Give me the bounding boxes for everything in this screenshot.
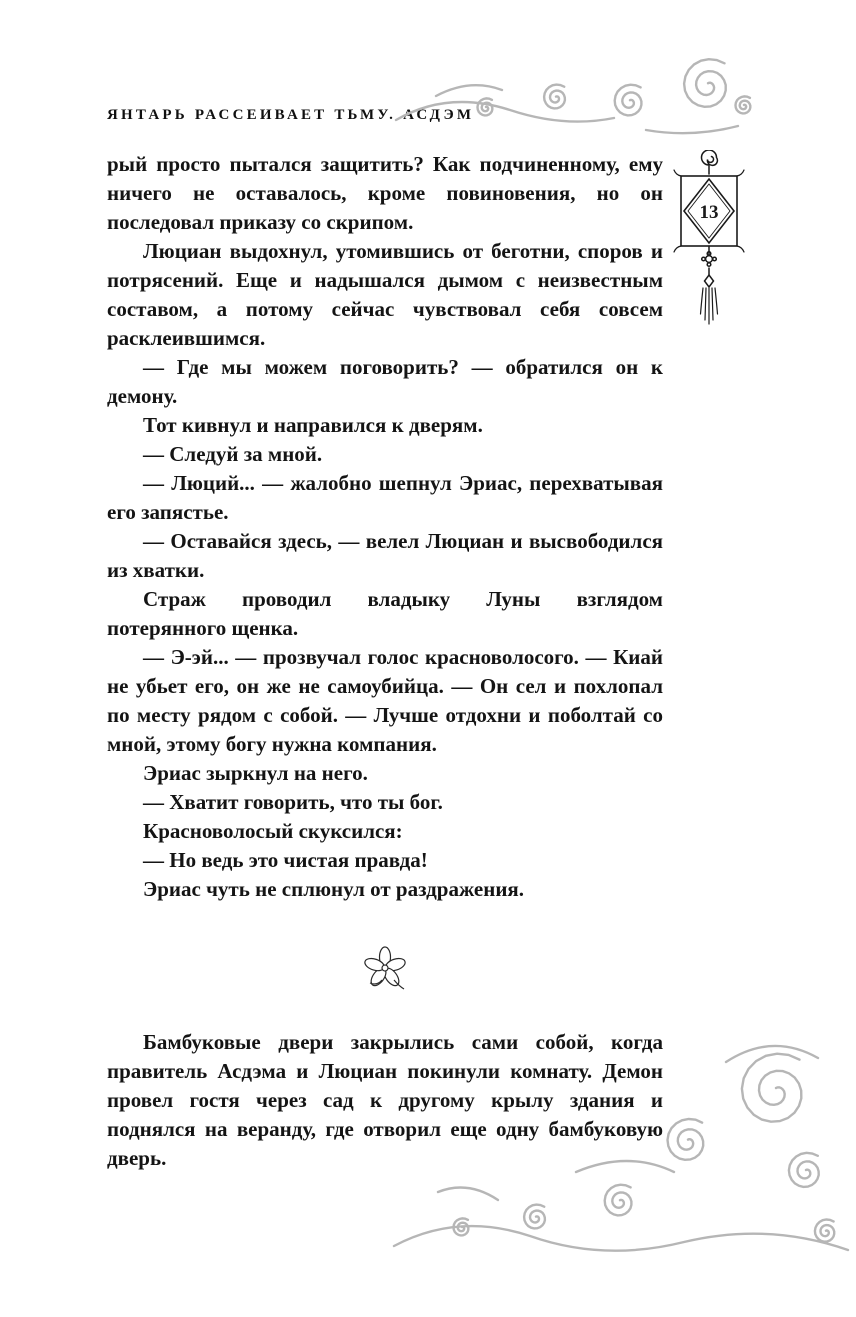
page-number-ornament	[668, 150, 750, 348]
paragraph: — Следуй за мной.	[143, 442, 323, 466]
ornament-top-curl-icon	[702, 150, 718, 165]
cloud-flourish-top-icon	[378, 46, 770, 138]
paragraph: — Но ведь это чистая правда!	[143, 848, 428, 872]
paragraph: Тот кивнул и направился к дверям.	[143, 413, 483, 437]
paragraph: — Оставайся здесь, — велел Люциан и высвободился из хватки.	[107, 529, 663, 582]
flower-divider-icon	[356, 946, 414, 994]
paragraph: рый просто пытался защитить? Как подчиненному, ему ничего не оставалось, кроме повиновения, но он последовал приказу со скрипом.	[107, 152, 663, 234]
text-section-1	[107, 150, 663, 904]
paragraph: Люциан выдохнул, утомившись от беготни, споров и потрясений. Еще и надышался дымом с неизвестным составом, а потому сейчас чувствовал себя совсем расклеившимся.	[107, 239, 663, 350]
paragraph: Эриас зыркнул на него.	[143, 761, 368, 785]
paragraph: Эриас чуть не сплюнул от раздражения.	[143, 877, 525, 901]
paragraph: — Хватит говорить, что ты бог.	[143, 790, 443, 814]
page-number: 13	[699, 202, 719, 223]
paragraph: Бамбуковые двери закрылись сами собой, когда правитель Асдэма и Люциан покинули комнату. Демон провел гостя через сад к другому крылу здания и поднялся на веранду, где отворил еще одну бамбуковую дверь.	[107, 1030, 663, 1170]
text-section-2	[107, 1028, 663, 1173]
paragraph: — Э-эй... — прозвучал голос красноволосого. — Киай не убьет его, он же не самоубийца. — Он сел и похлопал по месту рядом с собой. — Лучше отдохни и поболтай со мной, этому богу нужна компания.	[107, 645, 663, 756]
section-divider	[107, 946, 663, 999]
paragraph: — Где мы можем поговорить? — обратился он к демону.	[107, 355, 663, 408]
running-head-title: ЯНТАРЬ РАССЕИВАЕТ ТЬМУ. АСДЭМ	[107, 107, 475, 123]
paragraph: Красноволосый скуксился:	[143, 819, 403, 843]
paragraph: — Люций... — жалобно шепнул Эриас, перехватывая его запястье.	[107, 471, 663, 524]
paragraph: Страж проводил владыку Луны взглядом потерянного щенка.	[107, 587, 663, 640]
